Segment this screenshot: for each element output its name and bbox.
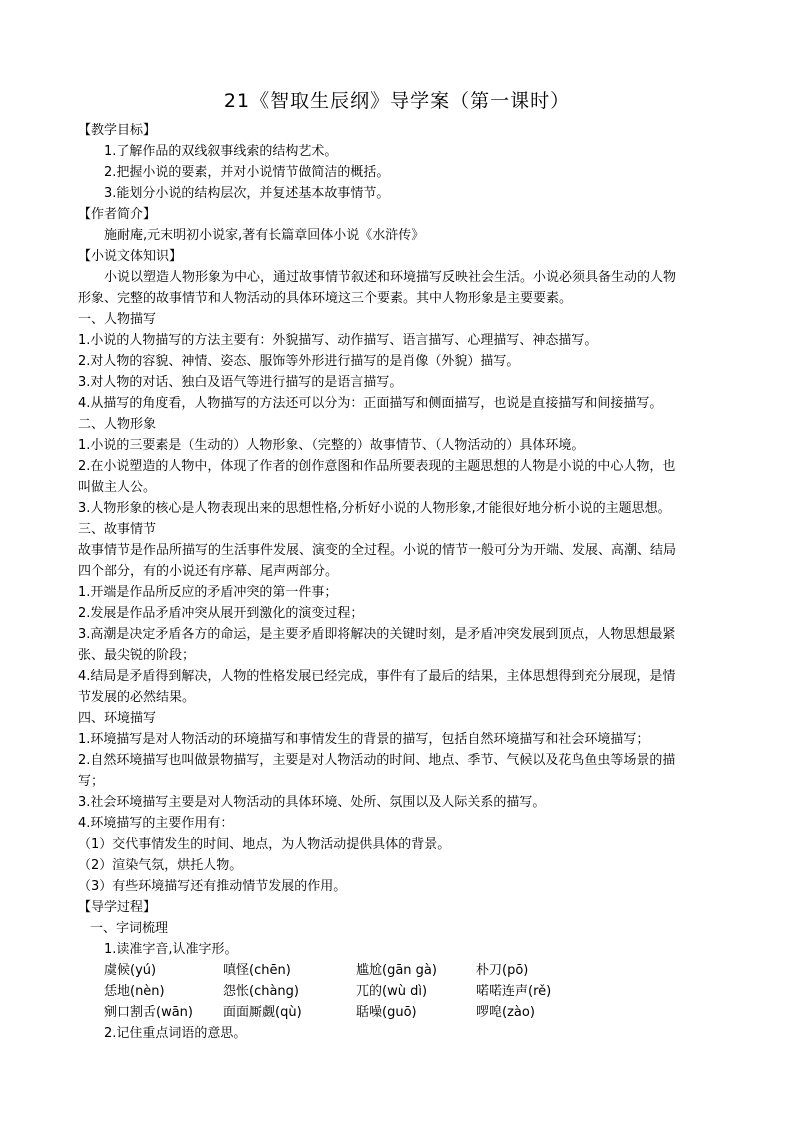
vocabulary-item-2: 2.记住重点词语的意思。 — [104, 1026, 247, 1041]
character-image-item-2-line-1: 2.在小说塑造的人物中，体现了作者的创作意图和作品所要表现的主题思想的人物是小说的中心人物，也 — [78, 459, 676, 474]
environment-function-3: （3）有些环境描写还有推动情节发展的作用。 — [78, 879, 347, 894]
pinyin-word: 嗔怪(chēn) — [223, 963, 291, 978]
plot-item-1: 1.开端是作品所反应的矛盾冲突的第一件事； — [78, 585, 338, 600]
section-header-genre: 【小说文体知识】 — [78, 249, 183, 264]
subsection-title-vocabulary: 一、字词梳理 — [90, 921, 169, 936]
pinyin-word: 尴尬(gān gà) — [356, 963, 437, 978]
pinyin-word: 面面厮觑(qù) — [223, 1005, 302, 1020]
character-image-item-3: 3.人物形象的核心是人物表现出来的思想性格,分析好小说的人物形象,才能很好地分析小说的主题思想。 — [78, 501, 671, 516]
environment-item-2-line-1: 2.自然环境描写也叫做景物描写，主要是对人物活动的时间、地点、季节、气候以及花鸟鱼虫等场景的描 — [78, 753, 676, 768]
page-title: 21《智取生辰纲》导学案（第一课时） — [223, 90, 571, 112]
pinyin-word: 聒噪(guō) — [356, 1005, 417, 1020]
character-image-item-2-line-2: 叫做主人公。 — [78, 480, 157, 495]
environment-item-4: 4.环境描写的主要作用有： — [78, 816, 234, 831]
environment-item-1: 1.环境描写是对人物活动的环境描写和事情发生的背景的描写，包括自然环境描写和社会环境描写； — [78, 732, 650, 747]
pinyin-word: 怨怅(chàng) — [223, 984, 299, 999]
plot-intro-line-2: 四个部分，有的小说还有序幕、尾声两部分。 — [78, 564, 339, 579]
pinyin-word: 朴刀(pō) — [476, 963, 529, 978]
environment-item-2-line-2: 写； — [78, 774, 105, 789]
pinyin-word: 剜口割舌(wān) — [104, 1005, 193, 1020]
pinyin-word: 恁地(nèn) — [104, 984, 165, 999]
environment-function-1: （1）交代事情发生的时间、地点，为人物活动提供具体的背景。 — [78, 837, 451, 852]
character-description-item-1: 1.小说的人物描写的方法主要有：外貌描写、动作描写、语言描写、心理描写、神态描写。 — [78, 333, 598, 348]
subsection-title-character-image: 二、人物形象 — [78, 417, 157, 432]
pinyin-word: 啰唣(zào) — [476, 1005, 535, 1020]
plot-item-4-line-1: 4.结局是矛盾得到解决，人物的性格发展已经完成，事件有了最后的结果，主体思想得到充分展现，是情 — [78, 669, 676, 684]
goal-item-2: 2.把握小说的要素，并对小说情节做简洁的概括。 — [104, 165, 390, 180]
goal-item-3: 3.能划分小说的结构层次，并复述基本故事情节。 — [104, 186, 390, 201]
subsection-title-character-description: 一、人物描写 — [78, 312, 157, 327]
pinyin-word: 兀的(wù dì) — [356, 984, 428, 999]
pinyin-word: 喏喏连声(rě) — [476, 984, 552, 999]
section-header-author: 【作者简介】 — [78, 207, 157, 222]
pinyin-word: 虞候(yú) — [104, 963, 157, 978]
subsection-title-plot: 三、故事情节 — [78, 522, 157, 537]
genre-intro-line-1: 小说以塑造人物形象为中心，通过故事情节叙述和环境描写反映社会生活。小说必须具备生动的人物 — [104, 270, 677, 285]
plot-item-2: 2.发展是作品矛盾冲突从展开到激化的演变过程； — [78, 606, 364, 621]
author-text: 施耐庵,元末明初小说家,著有长篇章回体小说《水浒传》 — [104, 228, 425, 243]
goal-item-1: 1.了解作品的双线叙事线索的结构艺术。 — [104, 144, 338, 159]
environment-item-3: 3.社会环境描写主要是对人物活动的具体环境、处所、氛围以及人际关系的描写。 — [78, 795, 546, 810]
character-image-item-1: 1.小说的三要素是（生动的）人物形象、（完整的）故事情节、（人物活动的）具体环境。 — [78, 438, 585, 453]
section-header-teaching-goals: 【教学目标】 — [78, 123, 157, 138]
plot-intro-line-1: 故事情节是作品所描写的生活事件发展、演变的全过程。小说的情节一般可分为开端、发展、高潮、结局 — [78, 543, 677, 558]
character-description-item-3: 3.对人物的对话、独白及语气等进行描写的是语言描写。 — [78, 375, 403, 390]
subsection-title-environment: 四、环境描写 — [78, 711, 157, 726]
plot-item-3-line-2: 张、最尖锐的阶段； — [78, 648, 196, 663]
section-header-process: 【导学过程】 — [78, 900, 157, 915]
character-description-item-2: 2.对人物的容貌、神情、姿态、服饰等外形进行描写的是肖像（外貌）描写。 — [78, 354, 520, 369]
genre-intro-line-2: 形象、完整的故事情节和人物活动的具体环境这三个要素。其中人物形象是主要要素。 — [78, 291, 573, 306]
character-description-item-4: 4.从描写的角度看，人物描写的方法还可以分为：正面描写和侧面描写，也说是直接描写和间接描写。 — [78, 396, 663, 411]
plot-item-3-line-1: 3.高潮是决定矛盾各方的命运，是主要矛盾即将解决的关键时刻，是矛盾冲突发展到顶点，人物思想最紧 — [78, 627, 676, 642]
environment-function-2: （2）渲染气氛，烘托人物。 — [78, 858, 243, 873]
vocabulary-item-1: 1.读准字音,认准字形。 — [104, 942, 238, 957]
plot-item-4-line-2: 节发展的必然结果。 — [78, 690, 196, 705]
